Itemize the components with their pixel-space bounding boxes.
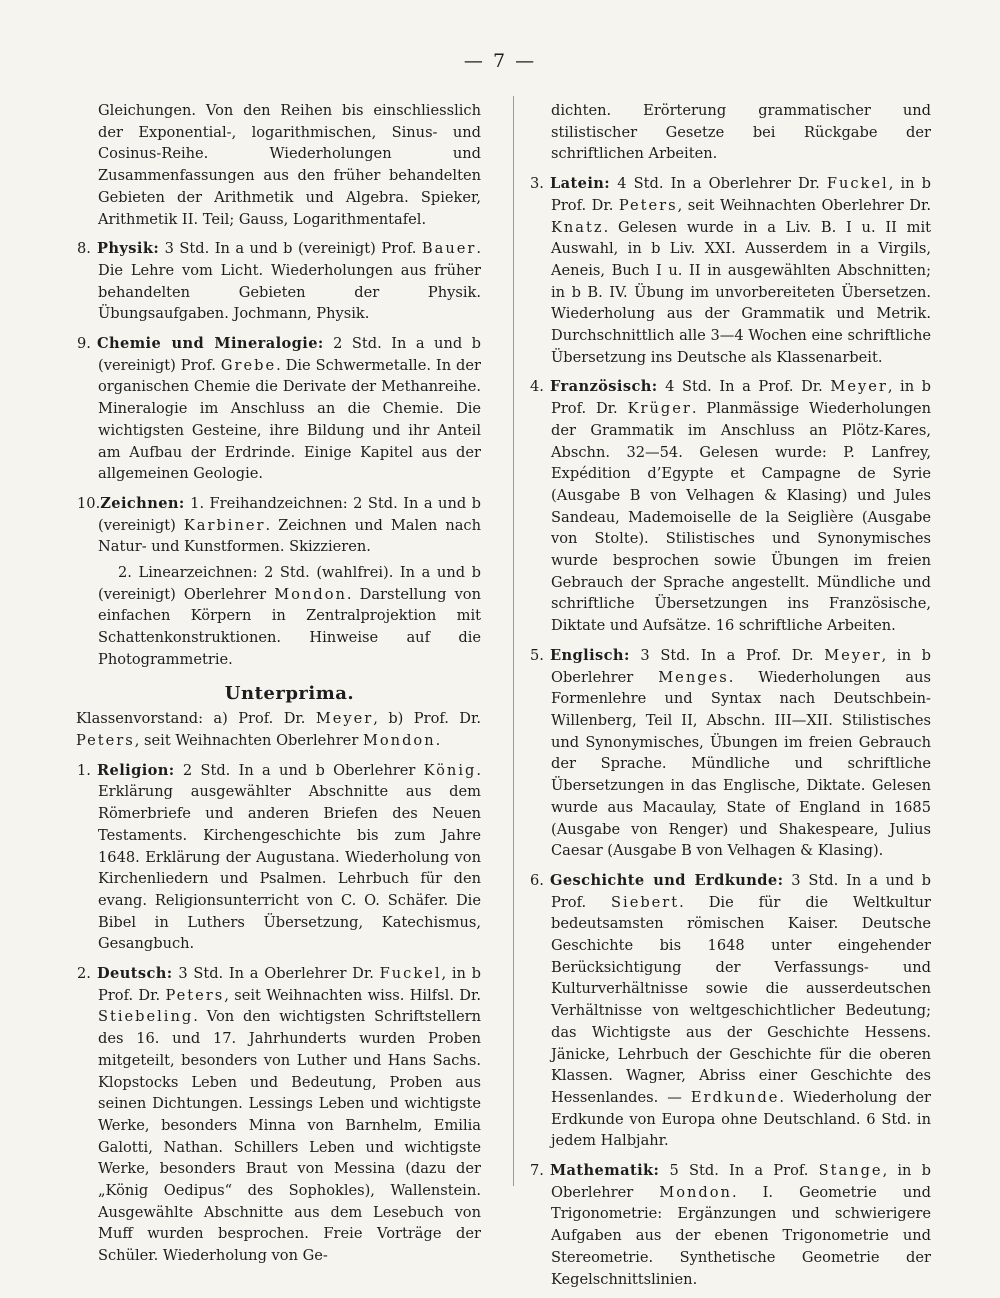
teacher-name: Mondon [274,585,347,603]
teacher-name: Peters [165,986,225,1004]
teacher-name: Karbiner [183,516,266,534]
teacher-name: Grebe [220,356,277,374]
intro-paragraph: Gleichungen. Von den Reihen bis einschliesslich der Exponential-, logarithmischen, Sinus- und Cosinus-Reihe. Wiederholungen und Zusammenfassungen aus den früher behandelten Gebieten der Arithmetik und Algebra. Spieker, Arithmetik II. Teil; Gauss, Logarithmentafel. [98,102,481,228]
teacher-name: Peters [618,196,678,214]
subject-label: Zeichnen: [100,494,185,512]
item-zeichnen: 10.Zeichnen: 1. Freihandzeichnen: 2 Std. In a und b (vereinigt) Karbiner. Zeichnen und Malen nach Natur- und Kunstformen. Skizzieren. [77,494,481,556]
left-column [76,100,482,1275]
subject-label: Physik: [97,240,160,258]
item-mathematik: 7. Mathematik: 5 Std. In a Prof. Stange, in b Oberlehrer Mondon. I. Geometrie und Trigonometrie: Ergänzungen und schwierigere Aufgaben aus der ebenen Trigonometrie und Stereometrie. Synthetische Geometrie der Kegelschnittslinien. [530,1162,931,1288]
section-heading: Unterprima. [224,682,355,704]
teacher-name: Meyer [824,646,882,664]
subject-label: Chemie und Mineralogie: [97,335,324,353]
subject-label: Englisch: [550,646,630,664]
page-number: — 7 — [463,50,537,72]
teacher-name: Fuckel [826,175,889,193]
subject-name: Erdkunde [690,1088,780,1106]
subject-label: Latein: [550,175,611,193]
teacher-name: Siebert [611,893,680,911]
teacher-name: Krüger [627,400,692,418]
teacher-name: Meyer [830,378,888,396]
item-religion: 1. Religion: 2 Std. In a und b Oberlehrer König. Erklärung ausgewählter Abschnitte aus dem Römerbriefe und anderen Briefen des Neuen Testaments. Kirchengeschichte bis zum Jahre 1648. Erklärung der Augustana. Wiederholung von Kirchenliedern und Psalmen. Lehrbuch für den evang. Religionsunterricht von C. O. Schäfer. Die Bibel in Luthers Übersetzung, Katechismus, Gesangbuch. [77,761,481,953]
teacher-name: Menges [658,668,729,686]
intro-paragraph: dichten. Erörterung grammatischer und stilistischer Gesetze bei Rückgabe der schriftlichen Arbeiten. [551,102,931,163]
subject-label: Deutsch: [97,965,173,983]
subject-label: Religion: [97,761,175,779]
column-divider [513,96,514,1186]
subject-label: Mathematik: [550,1162,660,1180]
teacher-name: König [423,761,477,779]
subject-label: Französisch: [550,378,658,396]
item-latein: 3. Latein: 4 Std. In a Oberlehrer Dr. Fuckel, in b Prof. Dr. Peters, seit Weihnachten Oberlehrer Dr. Knatz. Gelesen wurde in a Liv. B. I u. II mit Auswahl, in b Liv. XXI. Ausserdem in a Virgils, Aeneis, Buch I u. II in ausgewählten Abschnitten; in b B. IV. Übung im unvorbereiteten Übersetzen. Wiederholung aus der Grammatik und Metrik. Durchschnittlich alle 3—4 Wochen eine schriftliche Übersetzung ins Deutsche als Klassenarbeit. [530,175,932,366]
teacher-name: Bauer [421,240,477,258]
klassenvorstand: Klassenvorstand: a) Prof. Dr. Meyer, b) Prof. Dr. Peters, seit Weihnachten Oberlehrer Mondon. [76,710,481,749]
teacher-name: Knatz [551,218,604,236]
item-deutsch: 2. Deutsch: 3 Std. In a Oberlehrer Dr. Fuckel, in b Prof. Dr. Peters, seit Weihnachten wiss. Hilfsl. Dr. Stiebeling. Von den wichtigsten Schriftstellern des 16. und 17. Jahrhunderts wurden Proben mitgeteilt, besonders von Luther und Hans Sachs. Klopstocks Leben und Bedeutung, Proben aus seinen Dichtungen. Lessings Leben und wichtigste Werke, besonders Minna von Barnhelm, Emilia Galotti, Nathan. Schillers Leben und wichtigste Werke, besonders Braut von Messina (dazu der „König Oedipus“ des Sophokles), Wallenstein. Ausgewählte Abschnitte aus dem Lesebuch von Muff wurden besprochen. Freie Vorträge der Schüler. Wiederholung von Ge- [77,965,482,1265]
item-linearzeichnen: 2. Linearzeichnen: 2 Std. (wahlfrei). In a und b (vereinigt) Oberlehrer Mondon. Darstellung von einfachen Körpern in Zentralprojektion mit Schattenkonstruktionen. Hinweise auf die Photogrammetrie. [98,564,481,668]
item-chemie: 9. Chemie und Mineralogie: 2 Std. In a und b (vereinigt) Prof. Grebe. Die Schwermetalle. In der organischen Chemie die Derivate der Methanreihe. Mineralogie im Anschluss an die Chemie. Die wichtigsten Gesteine, ihre Bildung und ihr Anteil am Aufbau der Erdrinde. Einige Kapitel aus der allgemeinen Geologie. [77,335,481,483]
teacher-name: Fuckel [379,965,442,983]
item-geschichte: 6. Geschichte und Erdkunde: 3 Std. In a und b Prof. Siebert. Die für die Weltkultur bedeutsamsten römischen Kaiser. Deutsche Geschichte bis 1648 unter eingehender Berücksichtigung der Verfassungs- und Kulturverhältnisse sowie die ausserdeutschen Verhältnisse von weltgeschichtlicher Bedeutung; das Wichtigste aus der Geschichte Hessens. Jänicke, Lehrbuch der Geschichte für die oberen Klassen. Wagner, Abriss einer Geschichte des Hessenlandes. — Erdkunde. Wiederholung der Erdkunde von Europa ohne Deutschland. 6 Std. in jedem Halbjahr. [530,871,932,1150]
teacher-name: Stiebeling [98,1008,194,1026]
item-franzoesisch: 4. Französisch: 4 Std. In a Prof. Dr. Meyer, in b Prof. Dr. Krüger. Planmässige Wiederholungen der Grammatik im Anschluss an Plötz-Kares, Abschn. 32—54. Gelesen wurde: P. Lanfrey, Expédition d’Egypte et Campagne de Syrie (Ausgabe B von Velhagen & Klasing) und Jules Sandeau, Mademoiselle de la Seiglière (Ausgabe von Stolte). Stilistisches und Synonymisches wurde besprochen sowie Übungen im freien Gebrauch der Sprache angestellt. Mündliche und schriftliche Übersetzungen ins Französische, Diktate und Aufsätze. 16 schriftliche Arbeiten. [530,378,932,635]
item-englisch: 5. Englisch: 3 Std. In a Prof. Dr. Meyer, in b Oberlehrer Menges. Wiederholungen aus Formenlehre und Syntax nach Deutschbein-Willenberg, Teil II, Abschn. III—XII. Stilistisches und Synonymisches, Übungen im freien Gebrauch der Sprache. Mündliche und schriftliche Übersetzungen in das Englische, Diktate. Gelesen wurde aus Macaulay, State of England in 1685 (Ausgabe von Renger) und Shakespeare, Julius Caesar (Ausgabe B von Velhagen & Klasing). [530,646,931,860]
teacher-name: Stange [818,1162,883,1180]
subject-label: Geschichte und Erdkunde: [550,871,784,889]
right-column [530,100,932,1298]
item-physik: 8. Physik: 3 Std. In a und b (vereinigt) Prof. Bauer. Die Lehre vom Licht. Wiederholungen aus früher behandelten Gebieten der Physik. Übungsaufgaben. Jochmann, Physik. [77,240,481,323]
teacher-name: Mondon [659,1183,732,1201]
